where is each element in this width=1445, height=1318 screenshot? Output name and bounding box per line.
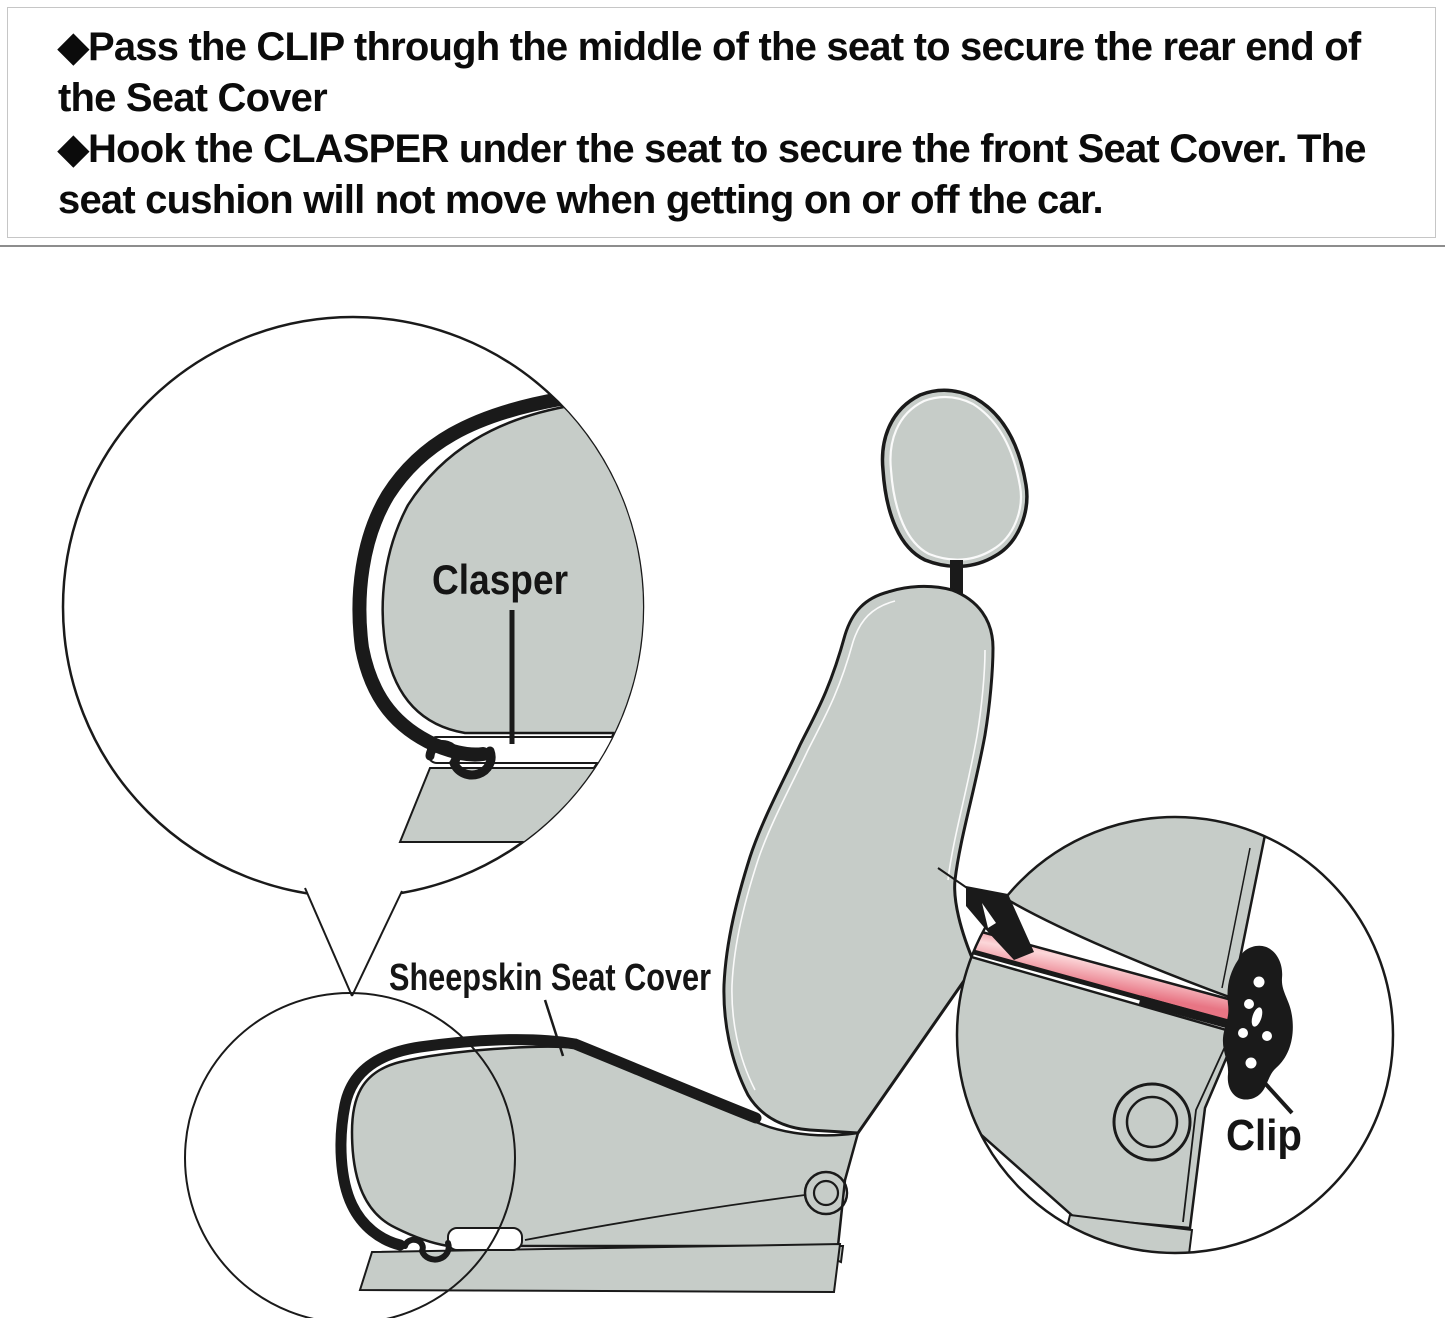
front-rail-slot [448,1228,522,1250]
clip-hole [1254,977,1265,988]
clip-hole [1238,1028,1248,1038]
instruction-text: Pass the CLIP through the middle of the seat to secure the rear end of the Seat Cover [58,25,1361,120]
clip-detail-callout [925,780,1393,1262]
clasper-label: Clasper [432,556,568,603]
seat-cover-label: Sheepskin Seat Cover [389,957,712,999]
seat-base-rail [360,1244,840,1292]
diamond-bullet-icon: ◆ [58,127,88,171]
instruction-text: Hook the CLASPER under the seat to secure the front Seat Cover. The seat cushion will not move when getting on or off the car. [58,127,1366,222]
clasper-detail-callout [63,317,665,996]
clip-label: Clip [1226,1111,1302,1160]
clip-hole [1244,999,1254,1009]
callout-tail [305,888,402,996]
clip-hole [1262,1031,1272,1041]
seat-base-strip [400,768,665,842]
diamond-bullet-icon: ◆ [58,25,88,69]
clip-hole [1246,1058,1257,1069]
seat-backrest [724,586,993,1133]
